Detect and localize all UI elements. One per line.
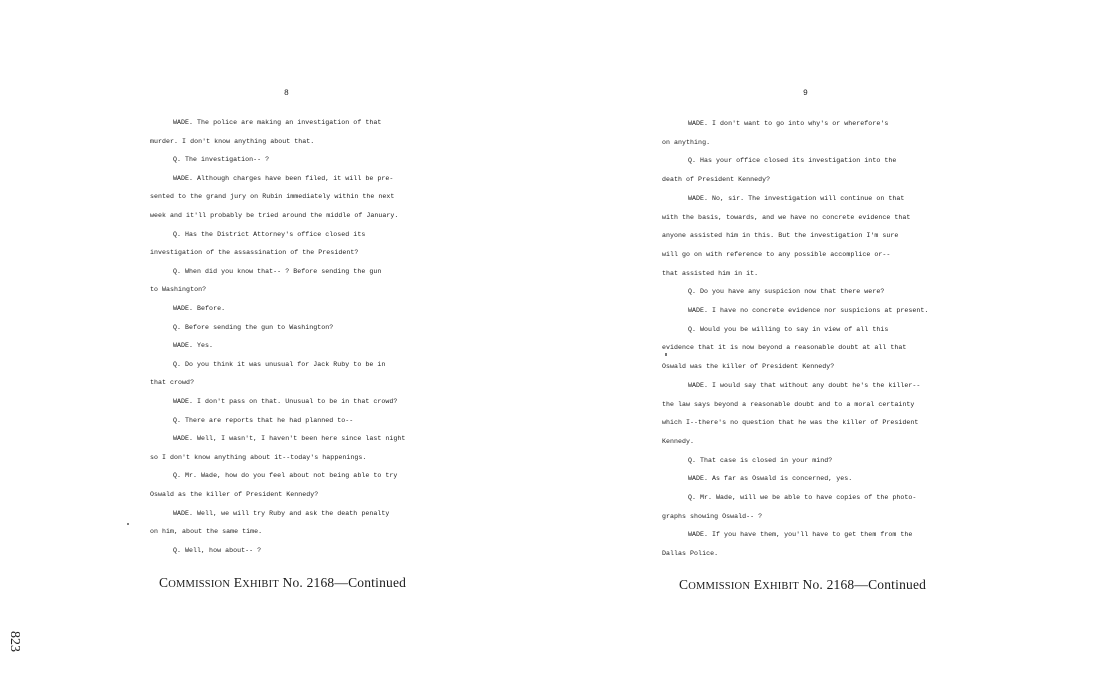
body-line: Kennedy. — [662, 437, 695, 445]
body-line: the law says beyond a reasonable doubt and to a moral certainty — [662, 400, 915, 408]
body-line: Dallas Police. — [662, 550, 719, 558]
caption-number: No. 2168—Continued — [282, 575, 407, 590]
body-line: Q. Would you be willing to say in view of all this — [688, 325, 889, 333]
caption-initial: E — [753, 577, 763, 592]
right-page-number: 9 — [803, 89, 808, 98]
body-line: anyone assisted him in this. But the investigation I'm sure — [662, 232, 899, 240]
body-line: week and it'll probably be tried around the middle of January. — [150, 212, 399, 219]
body-line: WADE. As far as Oswald is concerned, yes. — [688, 475, 853, 483]
body-line: WADE. Although charges have been filed, it will be pre- — [173, 174, 394, 182]
caption-initial: C — [679, 577, 689, 592]
body-line: Q. Mr. Wade, will we be able to have copies of the photo- — [688, 494, 917, 501]
body-line: Q. Do you have any suspicion now that there were? — [688, 288, 885, 296]
body-line: WADE. I don't want to go into why's or wherefore's — [688, 120, 889, 127]
body-line: WADE. I would say that without any doubt he's the killer-- — [688, 381, 921, 389]
body-line: to Washington? — [150, 286, 207, 294]
body-line: WADE. Well, I wasn't, I haven't been here since last night — [173, 435, 406, 443]
caption-initial: C — [159, 575, 169, 590]
body-line: WADE. Yes. — [173, 342, 214, 350]
body-line: that assisted him in it. — [662, 269, 759, 277]
body-line: Q. Mr. Wade, how do you feel about not being able to try — [173, 472, 398, 480]
body-line: Q. Do you think it was unusual for Jack Ruby to be in — [173, 360, 386, 368]
body-line: Q. Has your office closed its investigation into the — [688, 157, 897, 165]
body-line: investigation of the assassination of the President? — [150, 249, 359, 257]
body-line: Q. That case is closed in your mind? — [688, 456, 833, 464]
caption-word: XHIBIT — [762, 581, 799, 592]
caption-word: OMMISSION — [168, 579, 231, 590]
body-line: which I--there's no question that he was the killer of President — [662, 419, 919, 427]
right-page — [662, 0, 992, 691]
body-line: death of President Kennedy? — [662, 176, 771, 184]
body-line: on anything. — [662, 138, 711, 146]
scan-speck — [665, 353, 667, 356]
body-line: Q. Before sending the gun to Washington? — [173, 323, 334, 331]
caption-word: OMMISSION — [688, 581, 751, 592]
body-line: WADE. If you have them, you'll have to get them from the — [688, 531, 913, 539]
left-page-number: 8 — [284, 89, 289, 98]
body-line: so I don't know anything about it--today's happenings. — [150, 453, 367, 461]
body-line: WADE. I have no concrete evidence nor suspicions at present. — [688, 307, 929, 314]
body-line: sented to the grand jury on Rubin immediately within the next — [150, 193, 395, 201]
body-line: Oswald was the killer of President Kennedy? — [662, 363, 835, 371]
caption-initial: E — [233, 575, 243, 590]
scan-speck — [127, 523, 129, 525]
body-line: Q. There are reports that he had planned to-- — [173, 416, 354, 424]
body-line: WADE. The police are making an investigation of that — [173, 119, 382, 126]
body-line: WADE. Before. — [173, 305, 226, 312]
body-line: Oswald as the killer of President Kennedy? — [150, 491, 319, 498]
caption-number: No. 2168—Continued — [802, 577, 927, 592]
caption-word: XHIBIT — [242, 579, 279, 590]
body-line: WADE. No, sir. The investigation will continue on that — [688, 194, 905, 202]
body-line: Q. The investigation-- ? — [173, 156, 270, 164]
body-line: Q. When did you know that-- ? Before sending the gun — [173, 267, 382, 275]
body-line: will go on with reference to any possible accomplice or-- — [662, 250, 891, 258]
left-page — [150, 0, 470, 691]
body-line: WADE. Well, we will try Ruby and ask the death penalty — [173, 509, 390, 517]
body-line: with the basis, towards, and we have no concrete evidence that — [662, 213, 911, 221]
body-line: Q. Has the District Attorney's office closed its — [173, 230, 366, 238]
body-line: Q. Well, how about-- ? — [173, 546, 262, 554]
volume-page-number: 823 — [7, 631, 22, 652]
exhibit-caption — [679, 577, 926, 593]
body-line: WADE. I don't pass on that. Unusual to be in that crowd? — [173, 398, 398, 405]
body-line: murder. I don't know anything about that. — [150, 137, 315, 145]
body-line: evidence that it is now beyond a reasonable doubt at all that — [662, 344, 907, 352]
exhibit-caption — [159, 575, 406, 591]
body-line: graphs showing Oswald-- ? — [662, 512, 763, 520]
body-line: on him, about the same time. — [150, 528, 263, 536]
body-line: that crowd? — [150, 379, 195, 387]
